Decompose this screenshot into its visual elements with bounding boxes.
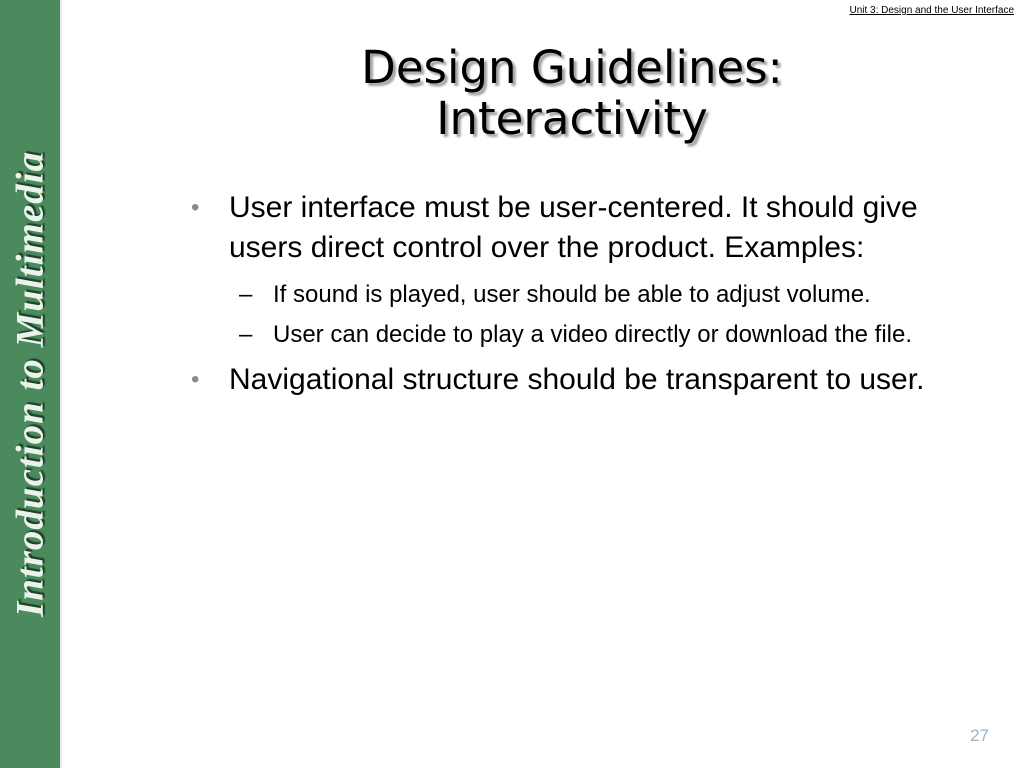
sub-bullet-text: If sound is played, user should be able to adjust volume. <box>273 281 871 308</box>
sidebar <box>0 0 60 768</box>
slide-title <box>186 42 958 144</box>
bullet-text: Navigational structure should be transparent to user. <box>229 363 925 396</box>
unit-header: Unit 3: Design and the User Interface <box>849 5 1014 16</box>
bullet-marker: • <box>191 366 200 393</box>
sub-bullet-marker: – <box>239 281 253 308</box>
page-number: 27 <box>970 726 989 745</box>
slide-title-line-2: Interactivity <box>436 92 708 145</box>
bullet-marker: • <box>191 194 200 221</box>
sub-bullet-text: User can decide to play a video directly or download the file. <box>273 321 913 348</box>
sub-bullet-marker: – <box>239 321 253 348</box>
sub-bullet-item <box>229 278 966 312</box>
bullet-item <box>186 188 966 268</box>
sidebar-title: Introduction to Multimedia <box>8 151 52 617</box>
slide-content <box>186 188 966 400</box>
slide-title-line-1: Design Guidelines: <box>361 41 783 94</box>
bullet-text: User interface must be user-centered. It should give users direct control over the product. Examples: <box>229 191 918 264</box>
bullet-item <box>186 360 966 400</box>
sub-bullet-list <box>229 278 966 352</box>
sidebar-divider <box>60 0 62 768</box>
sub-bullet-item <box>229 318 966 352</box>
